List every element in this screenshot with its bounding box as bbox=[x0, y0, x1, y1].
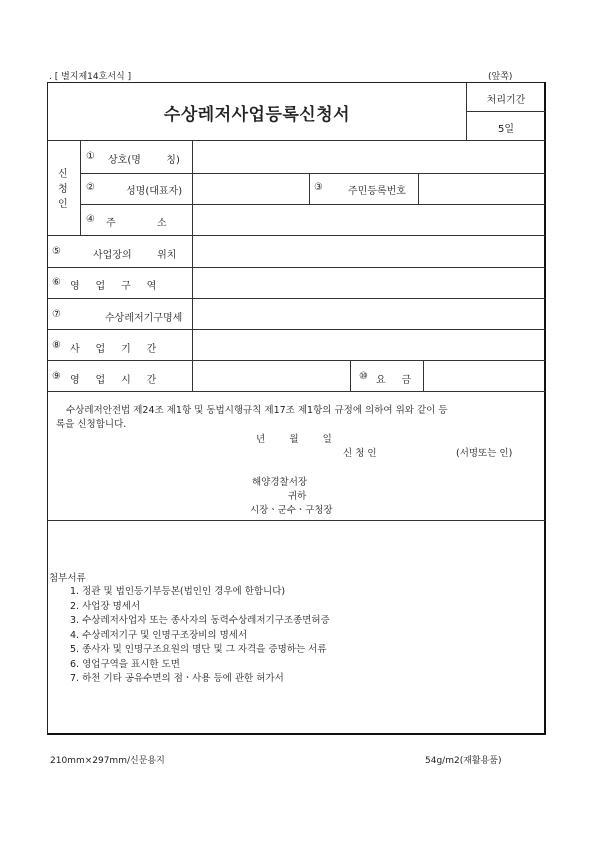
date-line: 년 월 일 bbox=[256, 434, 332, 445]
processing-period-label: 처리기간 bbox=[486, 95, 526, 106]
attachment-item: 4. 수상레저기구 및 인명구조장비의 명세서 bbox=[70, 629, 248, 641]
col-line bbox=[309, 173, 310, 204]
signature-note: (서명또는 인) bbox=[456, 448, 513, 459]
business-location-field[interactable] bbox=[193, 236, 545, 267]
business-hours-label: 영 업 시 간 bbox=[70, 375, 157, 386]
field-number: ⑧ bbox=[52, 340, 61, 351]
col-line bbox=[350, 360, 351, 391]
fee-label: 요 금 bbox=[376, 375, 412, 386]
resident-number-field[interactable] bbox=[419, 174, 545, 204]
applicant-char: 청 bbox=[58, 184, 68, 195]
attachment-item: 5. 종사자 및 인명구조요원의 명단 및 그 자격을 증명하는 서류 bbox=[70, 644, 327, 655]
applicant-char: 인 bbox=[58, 199, 68, 210]
address-label: 주 소 bbox=[106, 218, 167, 229]
field-number: ⑦ bbox=[52, 309, 61, 320]
business-area-label: 영 업 구 역 bbox=[70, 281, 157, 292]
field-number: ① bbox=[86, 151, 95, 162]
fee-field[interactable] bbox=[424, 361, 545, 391]
field-number: ⑨ bbox=[52, 371, 61, 382]
page-side-label: (앞쪽) bbox=[488, 72, 513, 82]
business-hours-field[interactable] bbox=[193, 361, 350, 391]
resident-number-label: 주민등록번호 bbox=[348, 186, 406, 197]
representative-name-field[interactable] bbox=[193, 174, 309, 204]
business-period-field[interactable] bbox=[193, 330, 545, 360]
processing-period-value: 5일 bbox=[497, 124, 515, 135]
field-number: ⑥ bbox=[52, 277, 61, 288]
business-name-field[interactable] bbox=[193, 141, 545, 173]
recipient-honorific: 귀하 bbox=[288, 491, 307, 502]
attachment-item: 7. 하천 기타 공유수면의 점ㆍ사용 등에 관한 허가서 bbox=[70, 673, 284, 684]
attachment-item: 1. 정관 및 법인등기부등본(법인인 경우에 한합니다) bbox=[70, 586, 286, 597]
row-line bbox=[48, 391, 545, 392]
row-line bbox=[48, 520, 545, 521]
applicant-signature-field[interactable] bbox=[395, 442, 453, 458]
declaration-text-line1: 수상레저안전법 제24조 제1항 및 동법시행규칙 제17조 제1항의 규정에 의하여 위와 같이 등 bbox=[66, 405, 448, 416]
recipient-coast-guard: 해양경찰서장 bbox=[252, 477, 308, 488]
applicant-char: 신 bbox=[58, 169, 68, 180]
processing-divider-h bbox=[466, 111, 545, 112]
business-area-field[interactable] bbox=[193, 268, 545, 298]
business-period-label: 사 업 기 간 bbox=[70, 344, 157, 355]
attachment-item: 3. 수상레저사업자 또는 종사자의 동력수상레저기구조종면허증 bbox=[70, 615, 330, 626]
declaration-text-line2: 록을 신청합니다. bbox=[56, 419, 127, 430]
business-location-label: 사업장의 위치 bbox=[93, 250, 177, 261]
field-number: ③ bbox=[314, 182, 323, 193]
recipient-mayor: 시장ㆍ군수ㆍ구청장 bbox=[250, 505, 333, 516]
paper-size-note: 210mm×297mm/신문용지 bbox=[50, 756, 165, 766]
paper-weight-note: 54g/m2(재활용품) bbox=[425, 756, 502, 766]
form-number: . [ 별지제14호서식 ] bbox=[49, 72, 132, 82]
applicant-label bbox=[58, 167, 68, 212]
field-number: ② bbox=[86, 182, 95, 193]
attachment-item: 6. 영업구역을 표시한 도면 bbox=[70, 658, 180, 670]
field-number: ④ bbox=[86, 214, 95, 225]
applicant-signature-label: 신 청 인 bbox=[343, 448, 377, 459]
business-name-label: 상호(명 칭) bbox=[108, 155, 180, 166]
attachment-item: 2. 사업장 명세서 bbox=[70, 600, 141, 612]
attachments-list bbox=[70, 585, 330, 687]
equipment-spec-field[interactable] bbox=[193, 299, 545, 329]
address-field[interactable] bbox=[193, 205, 545, 235]
field-number: ⑩ bbox=[359, 371, 368, 382]
attachments-title: 첨부서류 bbox=[49, 573, 86, 584]
equipment-spec-label: 수상레저기구명세 bbox=[105, 313, 183, 324]
representative-name-label: 성명(대표자) bbox=[126, 186, 183, 197]
form-title: 수상레저사업등록신청서 bbox=[163, 105, 351, 125]
col-line bbox=[80, 140, 81, 235]
field-number: ⑤ bbox=[52, 246, 61, 257]
